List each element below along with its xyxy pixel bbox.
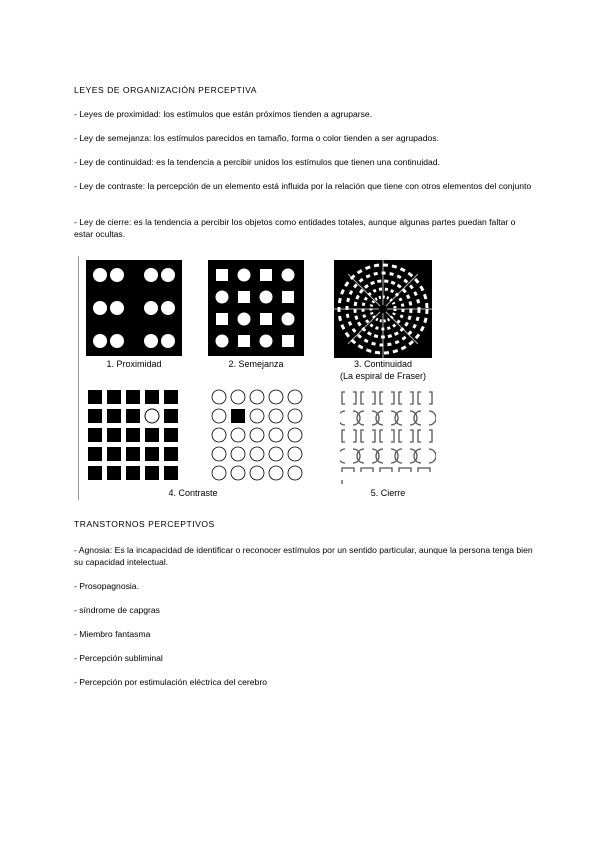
- prosopagnosia-text: - Prosopagnosia.: [74, 581, 139, 591]
- capgras-text: - síndrome de capgras: [74, 605, 160, 615]
- gestalt-laws-figure: [78, 252, 438, 502]
- continuidad-sublabel: (La espiral de Fraser): [339, 371, 427, 381]
- semejanza-illustration: [208, 260, 304, 356]
- percepcion-subliminal-text: - Percepción subliminal: [74, 653, 163, 663]
- ley-proximidad-text: - Leyes de proximidad: los estímulos que están próximos tienden a agruparse.: [74, 109, 373, 119]
- contraste-squares-illustration: [86, 388, 182, 484]
- section-title-trastornos: TRANSTORNOS PERCEPTIVOS: [74, 519, 215, 529]
- ley-cierre-text: - Ley de cierre: es la tendencia a percibir los objetos como entidades totales, aunque algunas partes puedan faltar o estar ocultas.: [74, 217, 516, 239]
- continuidad-label: 3. Continuidad: [353, 359, 413, 369]
- ley-continuidad-text: - Ley de continuidad: es la tendencia a percibir unidos los estímulos que tienen una continuidad.: [74, 157, 440, 167]
- fraser-spiral-illustration: [334, 260, 432, 358]
- agnosia-text: - Agnosia: Es la incapacidad de identificar o reconocer estímulos por un sentido particular, aunque la persona tenga bien su capacidad intelectual.: [74, 545, 533, 567]
- contraste-label: 4. Contraste: [168, 488, 218, 498]
- figure-border-line: [78, 256, 79, 500]
- contraste-circles-illustration: [210, 388, 306, 484]
- proximidad-label: 1. Proximidad: [106, 359, 162, 369]
- proximidad-illustration: [86, 260, 182, 356]
- cierre-label: 5. Cierre: [370, 488, 406, 498]
- estimulacion-electrica-text: - Percepción por estimulación eléctrica del cerebro: [74, 677, 267, 687]
- ley-semejanza-text: - Ley de semejanza: los estímulos parecidos en tamaño, forma o color tienden a ser agrupados.: [74, 133, 439, 143]
- cierre-illustration: [340, 388, 436, 484]
- ley-contraste-text: - Ley de contraste: la percepción de un elemento está influida por la relación que tiene con otros elementos del conjunto: [74, 181, 532, 191]
- miembro-fantasma-text: - Miembro fantasma: [74, 629, 151, 639]
- semejanza-label: 2. Semejanza: [228, 359, 284, 369]
- section-title-leyes: LEYES DE ORGANIZACIÓN PERCEPTIVA: [74, 85, 257, 95]
